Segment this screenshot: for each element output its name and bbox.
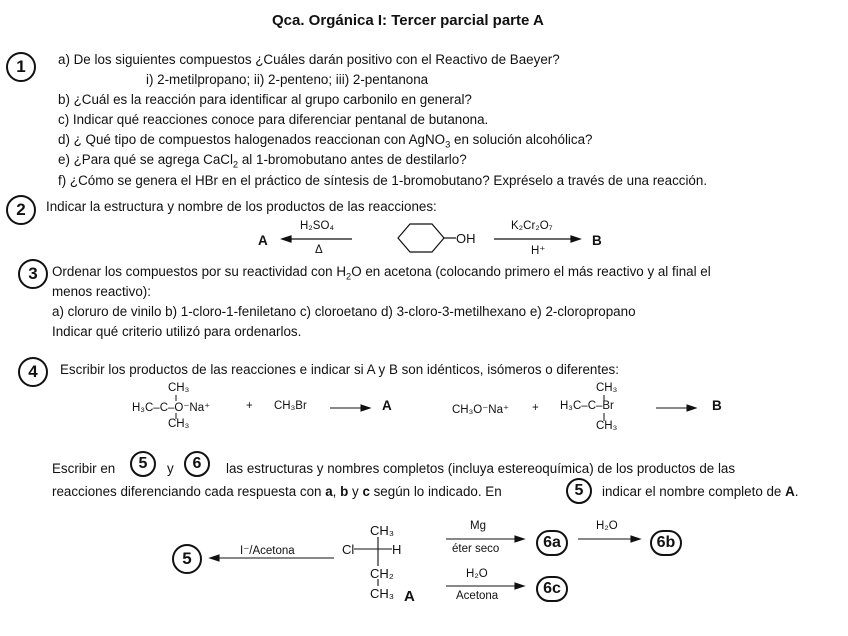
q56-y: y (167, 461, 174, 476)
question-number-1: 1 (6, 52, 36, 82)
q1-f: f) ¿Cómo se genera el HBr en el práctico de síntesis de 1-bromobutano? Expréselo a través de una reacción. (58, 173, 708, 188)
q4-ch3br: CH₃Br (274, 400, 307, 412)
q3-line3: a) cloruro de vinilo b) 1-cloro-1-feniletano c) cloroetano d) 3-cloro-3-metilhexano e) 2-cloropropano (52, 304, 636, 319)
q1-a: a) De los siguientes compuestos ¿Cuáles darán positivo con el Reactivo de Baeyer? (58, 52, 560, 67)
q1-c: c) Indicar qué reacciones conoce para diferenciar pentanal de butanona. (58, 112, 489, 127)
q4-r2-ch3-bottom: CH₃ (596, 420, 618, 432)
scheme-product-6a: 6a (536, 530, 568, 556)
q4-r1-ch3-bottom: CH₃ (168, 418, 190, 430)
q4-plus-1: + (246, 400, 253, 412)
q3-line2: menos reactivo): (52, 284, 151, 299)
q2-product-a: A (258, 233, 268, 248)
q2-right-reagent: K₂Cr₂O₇ (511, 220, 553, 232)
q4-r2-reagent: CH₃O⁻Na⁺ (452, 404, 510, 416)
scheme-h2o-1: H₂O (596, 520, 618, 532)
q2-product-b: B (592, 233, 602, 248)
q2-text: Indicar la estructura y nombre de los productos de las reacciones: (46, 199, 437, 214)
q4-plus-2: + (532, 402, 539, 414)
q56-intro-pre: Escribir en (52, 461, 116, 476)
scheme-reagent-left: I⁻/Acetona (240, 545, 295, 557)
scheme-h: H (392, 542, 402, 557)
q1-d: d) ¿ Qué tipo de compuestos halogenados reaccionan con AgNO$_3$ en solución alcohólica? (58, 132, 593, 150)
q2-left-condition: Δ (315, 244, 323, 256)
scheme-cl: Cl (342, 542, 355, 557)
scheme-label-a: A (404, 588, 415, 605)
q3-line4: Indicar qué criterio utilizó para ordenarlos. (52, 324, 302, 339)
q4-product-a: A (382, 398, 392, 413)
scheme-acetona: Acetona (456, 590, 499, 602)
scheme-product-6c: 6c (536, 576, 568, 602)
q2-oh-label: OH (456, 231, 476, 246)
q56-line2: reacciones diferenciando cada respuesta con a, b y c según lo indicado. En (52, 484, 502, 499)
q1-a-options: i) 2-metilpropano; ii) 2-penteno; iii) 2-pentanona (146, 72, 429, 87)
scheme-mg: Mg (470, 520, 486, 532)
question-number-6: 6 (184, 451, 210, 477)
scheme-ch2: CH₂ (370, 566, 394, 581)
q56-line2-post: indicar el nombre completo de A. (602, 484, 799, 499)
q4-r1-main: H₃C–C–O⁻Na⁺ (132, 402, 211, 414)
q56-intro-post: las estructuras y nombres completos (incluya estereoquímica) de los productos de las (226, 461, 736, 476)
scheme-ch3-top: CH₃ (370, 523, 395, 538)
q4-product-b: B (712, 398, 722, 413)
q4-r2-main: H₃C–C–Br (560, 400, 614, 412)
q3-line1: Ordenar los compuestos por su reactividad con $H_2O$ en acetona (colocando primero el más reactivo y al final el (52, 264, 711, 282)
scheme-h2o-2: H₂O (466, 568, 488, 580)
q2-right-condition: H⁺ (531, 245, 546, 257)
scheme-product-5: 5 (172, 544, 202, 574)
question-number-5-ref: 5 (566, 478, 592, 504)
scheme-eter: éter seco (452, 543, 500, 555)
q1-e: e) ¿Para qué se agrega CaCl$_2$ al 1-bromobutano antes de destilarlo? (58, 152, 467, 170)
scheme-product-6b: 6b (650, 530, 682, 556)
q4-text: Escribir los productos de las reacciones e indicar si A y B son idénticos, isómeros o diferentes: (60, 362, 619, 377)
scheme-ch3-bottom: CH₃ (370, 586, 395, 601)
question-number-5: 5 (130, 451, 156, 477)
q1-b: b) ¿Cuál es la reacción para identificar al grupo carbonilo en general? (58, 92, 472, 107)
question-number-2: 2 (6, 195, 36, 225)
page-title: Qca. Orgánica I: Tercer parcial parte A (272, 12, 544, 29)
q4-r2-ch3-top: CH₃ (596, 382, 618, 394)
question-number-3: 3 (18, 259, 48, 289)
question-number-4: 4 (18, 357, 48, 387)
q4-r1-ch3-top: CH₃ (168, 382, 190, 394)
q2-left-reagent: H₂SO₄ (300, 220, 335, 232)
